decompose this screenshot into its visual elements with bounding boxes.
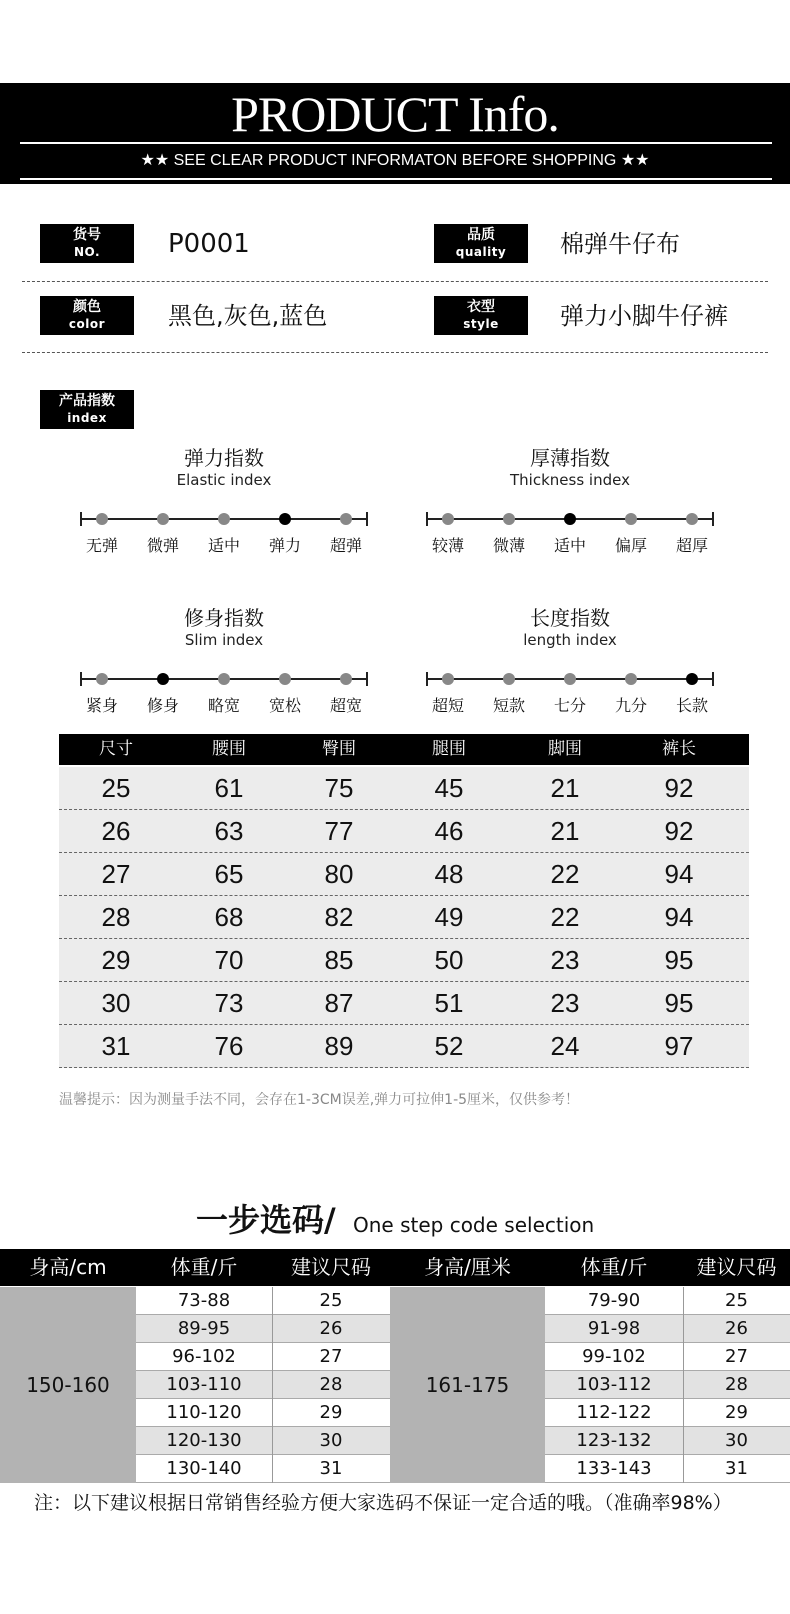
scale-dot <box>442 673 454 685</box>
scale-label: 超厚 <box>675 536 708 555</box>
size-table-cell: 77 <box>324 816 354 846</box>
scale-dot <box>564 673 576 685</box>
size-table-cell: 49 <box>434 902 464 932</box>
weight-cell: 112-122 <box>576 1402 652 1423</box>
scale-tick-right <box>712 512 714 526</box>
one-step-title-en: One step code selection <box>353 1213 595 1237</box>
label-index-en: index <box>67 411 107 425</box>
label-style <box>434 296 528 335</box>
banner-divider-bottom <box>20 178 772 180</box>
scale-label: 超宽 <box>329 696 362 715</box>
scale-dot-selected <box>686 673 698 685</box>
info-divider-1 <box>22 281 768 282</box>
scale-dot <box>503 673 515 685</box>
scale-dot-selected <box>564 513 576 525</box>
size-table-cell: 97 <box>664 1031 694 1061</box>
size-table-cell: 48 <box>434 859 464 889</box>
size-cell: 25 <box>319 1290 343 1311</box>
scale-dot <box>96 513 108 525</box>
scale-label: 长款 <box>675 696 708 715</box>
column-divider <box>272 1287 273 1483</box>
scale-label: 适中 <box>207 536 240 555</box>
scale-dot <box>157 513 169 525</box>
label-style-zh: 衣型 <box>467 299 495 315</box>
size-table-cell: 65 <box>214 859 244 889</box>
size-table-header-cell: 臀围 <box>322 739 356 759</box>
scale-title <box>104 606 344 650</box>
scale-label: 弹力 <box>268 536 301 555</box>
scale-label: 宽松 <box>268 696 301 715</box>
label-quality-zh: 品质 <box>467 227 495 243</box>
column-divider <box>683 1287 684 1483</box>
height-group-cell: 150-160 <box>0 1287 136 1483</box>
scale-dot <box>625 513 637 525</box>
size-table-cell: 52 <box>434 1031 464 1061</box>
scale-tick-right <box>366 512 368 526</box>
one-step-header-cell: 建议尺码 <box>291 1255 371 1279</box>
size-cell: 28 <box>319 1374 343 1395</box>
item-no-value: P0001 <box>168 229 250 259</box>
scale-tick-left <box>426 672 428 686</box>
size-cell: 28 <box>725 1374 748 1395</box>
banner-subtitle: ★★ SEE CLEAR PRODUCT INFORMATON BEFORE SHOPPING ★★ <box>140 152 650 169</box>
size-table-cell: 92 <box>664 773 694 803</box>
label-style-en: style <box>463 317 499 331</box>
size-table-cell: 85 <box>324 945 354 975</box>
scale-dot <box>686 513 698 525</box>
one-step-header-cell: 建议尺码 <box>696 1255 777 1279</box>
size-table-header-cell: 腿围 <box>432 739 466 759</box>
one-step-header-cell: 体重/斤 <box>170 1255 238 1279</box>
scale-label: 超短 <box>431 696 464 715</box>
label-color-zh: 颜色 <box>73 299 101 315</box>
scale-tick-right <box>712 672 714 686</box>
scale-title-en: length index <box>523 631 617 649</box>
size-table-cell: 27 <box>101 859 131 889</box>
weight-cell: 99-102 <box>582 1346 646 1367</box>
quality-value: 棉弹牛仔布 <box>560 230 680 258</box>
size-table-cell: 50 <box>434 945 464 975</box>
banner-divider-top <box>20 142 772 144</box>
size-table-cell: 46 <box>434 816 464 846</box>
label-quality <box>434 224 528 263</box>
label-color <box>40 296 134 335</box>
scale-dot <box>96 673 108 685</box>
size-table-cell: 75 <box>324 773 354 803</box>
scale-label: 紧身 <box>85 696 118 715</box>
one-step-header-cell: 体重/斤 <box>580 1255 648 1279</box>
scale-dot <box>340 513 352 525</box>
style-value: 弹力小脚牛仔裤 <box>560 302 728 330</box>
size-table-cell: 94 <box>664 902 694 932</box>
size-table-header-cell: 腰围 <box>212 739 246 759</box>
selection-note: 注：以下建议根据日常销售经验方便大家选码不保证一定合适的哦。（准确率98%） <box>34 1492 732 1514</box>
weight-cell: 123-132 <box>576 1430 652 1451</box>
size-table-header-cell: 尺寸 <box>99 739 133 759</box>
size-table-cell: 45 <box>434 773 464 803</box>
size-table-cell: 87 <box>324 988 354 1018</box>
weight-cell: 89-95 <box>177 1318 231 1339</box>
size-cell: 30 <box>319 1430 343 1451</box>
size-table-cell: 95 <box>664 945 694 975</box>
scale-label: 微弹 <box>146 536 179 555</box>
scale-title-zh: 弹力指数 <box>184 446 264 470</box>
scale-dot-selected <box>157 673 169 685</box>
banner-title: PRODUCT Info. <box>231 86 559 142</box>
size-table-cell: 63 <box>214 816 244 846</box>
label-quality-en: quality <box>455 245 507 259</box>
size-cell: 27 <box>319 1346 343 1367</box>
weight-cell: 130-140 <box>166 1458 242 1479</box>
weight-cell: 79-90 <box>587 1290 641 1311</box>
size-table-cell: 21 <box>550 816 580 846</box>
scale-label: 适中 <box>553 536 586 555</box>
size-table-cell: 80 <box>324 859 354 889</box>
size-table-cell: 95 <box>664 988 694 1018</box>
size-cell: 31 <box>725 1458 748 1479</box>
size-cell: 31 <box>319 1458 343 1479</box>
size-table-header-cell: 脚围 <box>548 739 582 759</box>
weight-cell: 120-130 <box>166 1430 242 1451</box>
size-table-cell: 61 <box>214 773 244 803</box>
one-step-header-cell: 身高/厘米 <box>424 1255 511 1279</box>
scale-title-en: Slim index <box>184 631 264 649</box>
size-table-cell: 89 <box>324 1031 354 1061</box>
size-table-cell: 30 <box>101 988 131 1018</box>
scale-title-en: Elastic index <box>176 471 272 489</box>
weight-cell: 91-98 <box>587 1318 641 1339</box>
scale-dot-selected <box>279 513 291 525</box>
size-cell: 29 <box>319 1402 343 1423</box>
size-table-cell: 24 <box>550 1031 580 1061</box>
size-table-cell: 29 <box>101 945 131 975</box>
scale-label: 微薄 <box>492 536 525 555</box>
label-item-no-en: NO. <box>73 245 101 259</box>
scale-tick-left <box>80 672 82 686</box>
size-table-cell: 23 <box>550 945 580 975</box>
size-table-cell: 21 <box>550 773 580 803</box>
scale-dot <box>340 673 352 685</box>
scale-dot <box>503 513 515 525</box>
weight-cell: 133-143 <box>576 1458 652 1479</box>
scale-label: 短款 <box>492 696 525 715</box>
scale-title <box>104 446 344 490</box>
weight-cell: 96-102 <box>172 1346 236 1367</box>
scale-label: 七分 <box>553 696 586 715</box>
size-table-cell: 73 <box>214 988 244 1018</box>
color-value: 黑色,灰色,蓝色 <box>168 302 328 330</box>
scale-label: 修身 <box>146 696 179 715</box>
size-table-cell: 70 <box>214 945 244 975</box>
size-cell: 26 <box>725 1318 748 1339</box>
one-step-header-cell: 身高/cm <box>29 1255 107 1279</box>
size-table-cell: 51 <box>434 988 464 1018</box>
weight-cell: 73-88 <box>177 1290 231 1311</box>
size-table-cell: 68 <box>214 902 244 932</box>
info-divider-2 <box>22 352 768 353</box>
height-group-cell: 161-175 <box>390 1287 545 1483</box>
label-item-no-zh: 货号 <box>73 227 101 243</box>
scale-label: 略宽 <box>207 696 240 715</box>
size-table-cell: 92 <box>664 816 694 846</box>
label-color-en: color <box>68 317 106 331</box>
scale-label: 九分 <box>614 696 647 715</box>
weight-cell: 110-120 <box>166 1402 242 1423</box>
scale-tick-right <box>366 672 368 686</box>
label-index-zh: 产品指数 <box>59 393 115 409</box>
size-cell: 30 <box>725 1430 748 1451</box>
size-cell: 29 <box>725 1402 748 1423</box>
label-index <box>40 390 134 429</box>
scale-title-zh: 厚薄指数 <box>530 446 610 470</box>
size-table-cell: 31 <box>101 1031 131 1061</box>
size-table-cell: 22 <box>550 859 580 889</box>
scale-dot <box>218 513 230 525</box>
size-table-cell: 82 <box>324 902 354 932</box>
scale-title-zh: 修身指数 <box>184 606 264 630</box>
size-table-cell: 22 <box>550 902 580 932</box>
size-table-header-cell: 裤长 <box>662 739 696 759</box>
label-item-no <box>40 224 134 263</box>
scale-dot <box>442 513 454 525</box>
scale-title-en: Thickness index <box>510 471 630 489</box>
weight-cell: 103-112 <box>576 1374 652 1395</box>
size-table-cell: 23 <box>550 988 580 1018</box>
scale-label: 偏厚 <box>614 536 647 555</box>
size-table-cell: 26 <box>101 816 131 846</box>
scale-label: 超弹 <box>329 536 362 555</box>
scale-dot <box>218 673 230 685</box>
size-cell: 27 <box>725 1346 748 1367</box>
size-table-cell: 76 <box>214 1031 244 1061</box>
scale-dot <box>625 673 637 685</box>
size-cell: 26 <box>319 1318 343 1339</box>
size-table-cell: 94 <box>664 859 694 889</box>
one-step-title-zh: 一步选码/ <box>196 1201 336 1239</box>
scale-tick-left <box>426 512 428 526</box>
size-cell: 25 <box>725 1290 748 1311</box>
scale-tick-left <box>80 512 82 526</box>
scale-dot <box>279 673 291 685</box>
scale-label: 较薄 <box>431 536 464 555</box>
size-table-cell: 25 <box>101 773 131 803</box>
weight-cell: 103-110 <box>166 1374 242 1395</box>
scale-title-zh: 长度指数 <box>530 606 610 630</box>
scale-title <box>450 446 690 490</box>
size-table-cell: 28 <box>101 902 131 932</box>
scale-title <box>450 606 690 650</box>
scale-label: 无弹 <box>85 536 118 555</box>
measurement-tip: 温馨提示：因为测量手法不同，会存在1-3CM误差,弹力可拉伸1-5厘米，仅供参考！ <box>59 1092 580 1108</box>
